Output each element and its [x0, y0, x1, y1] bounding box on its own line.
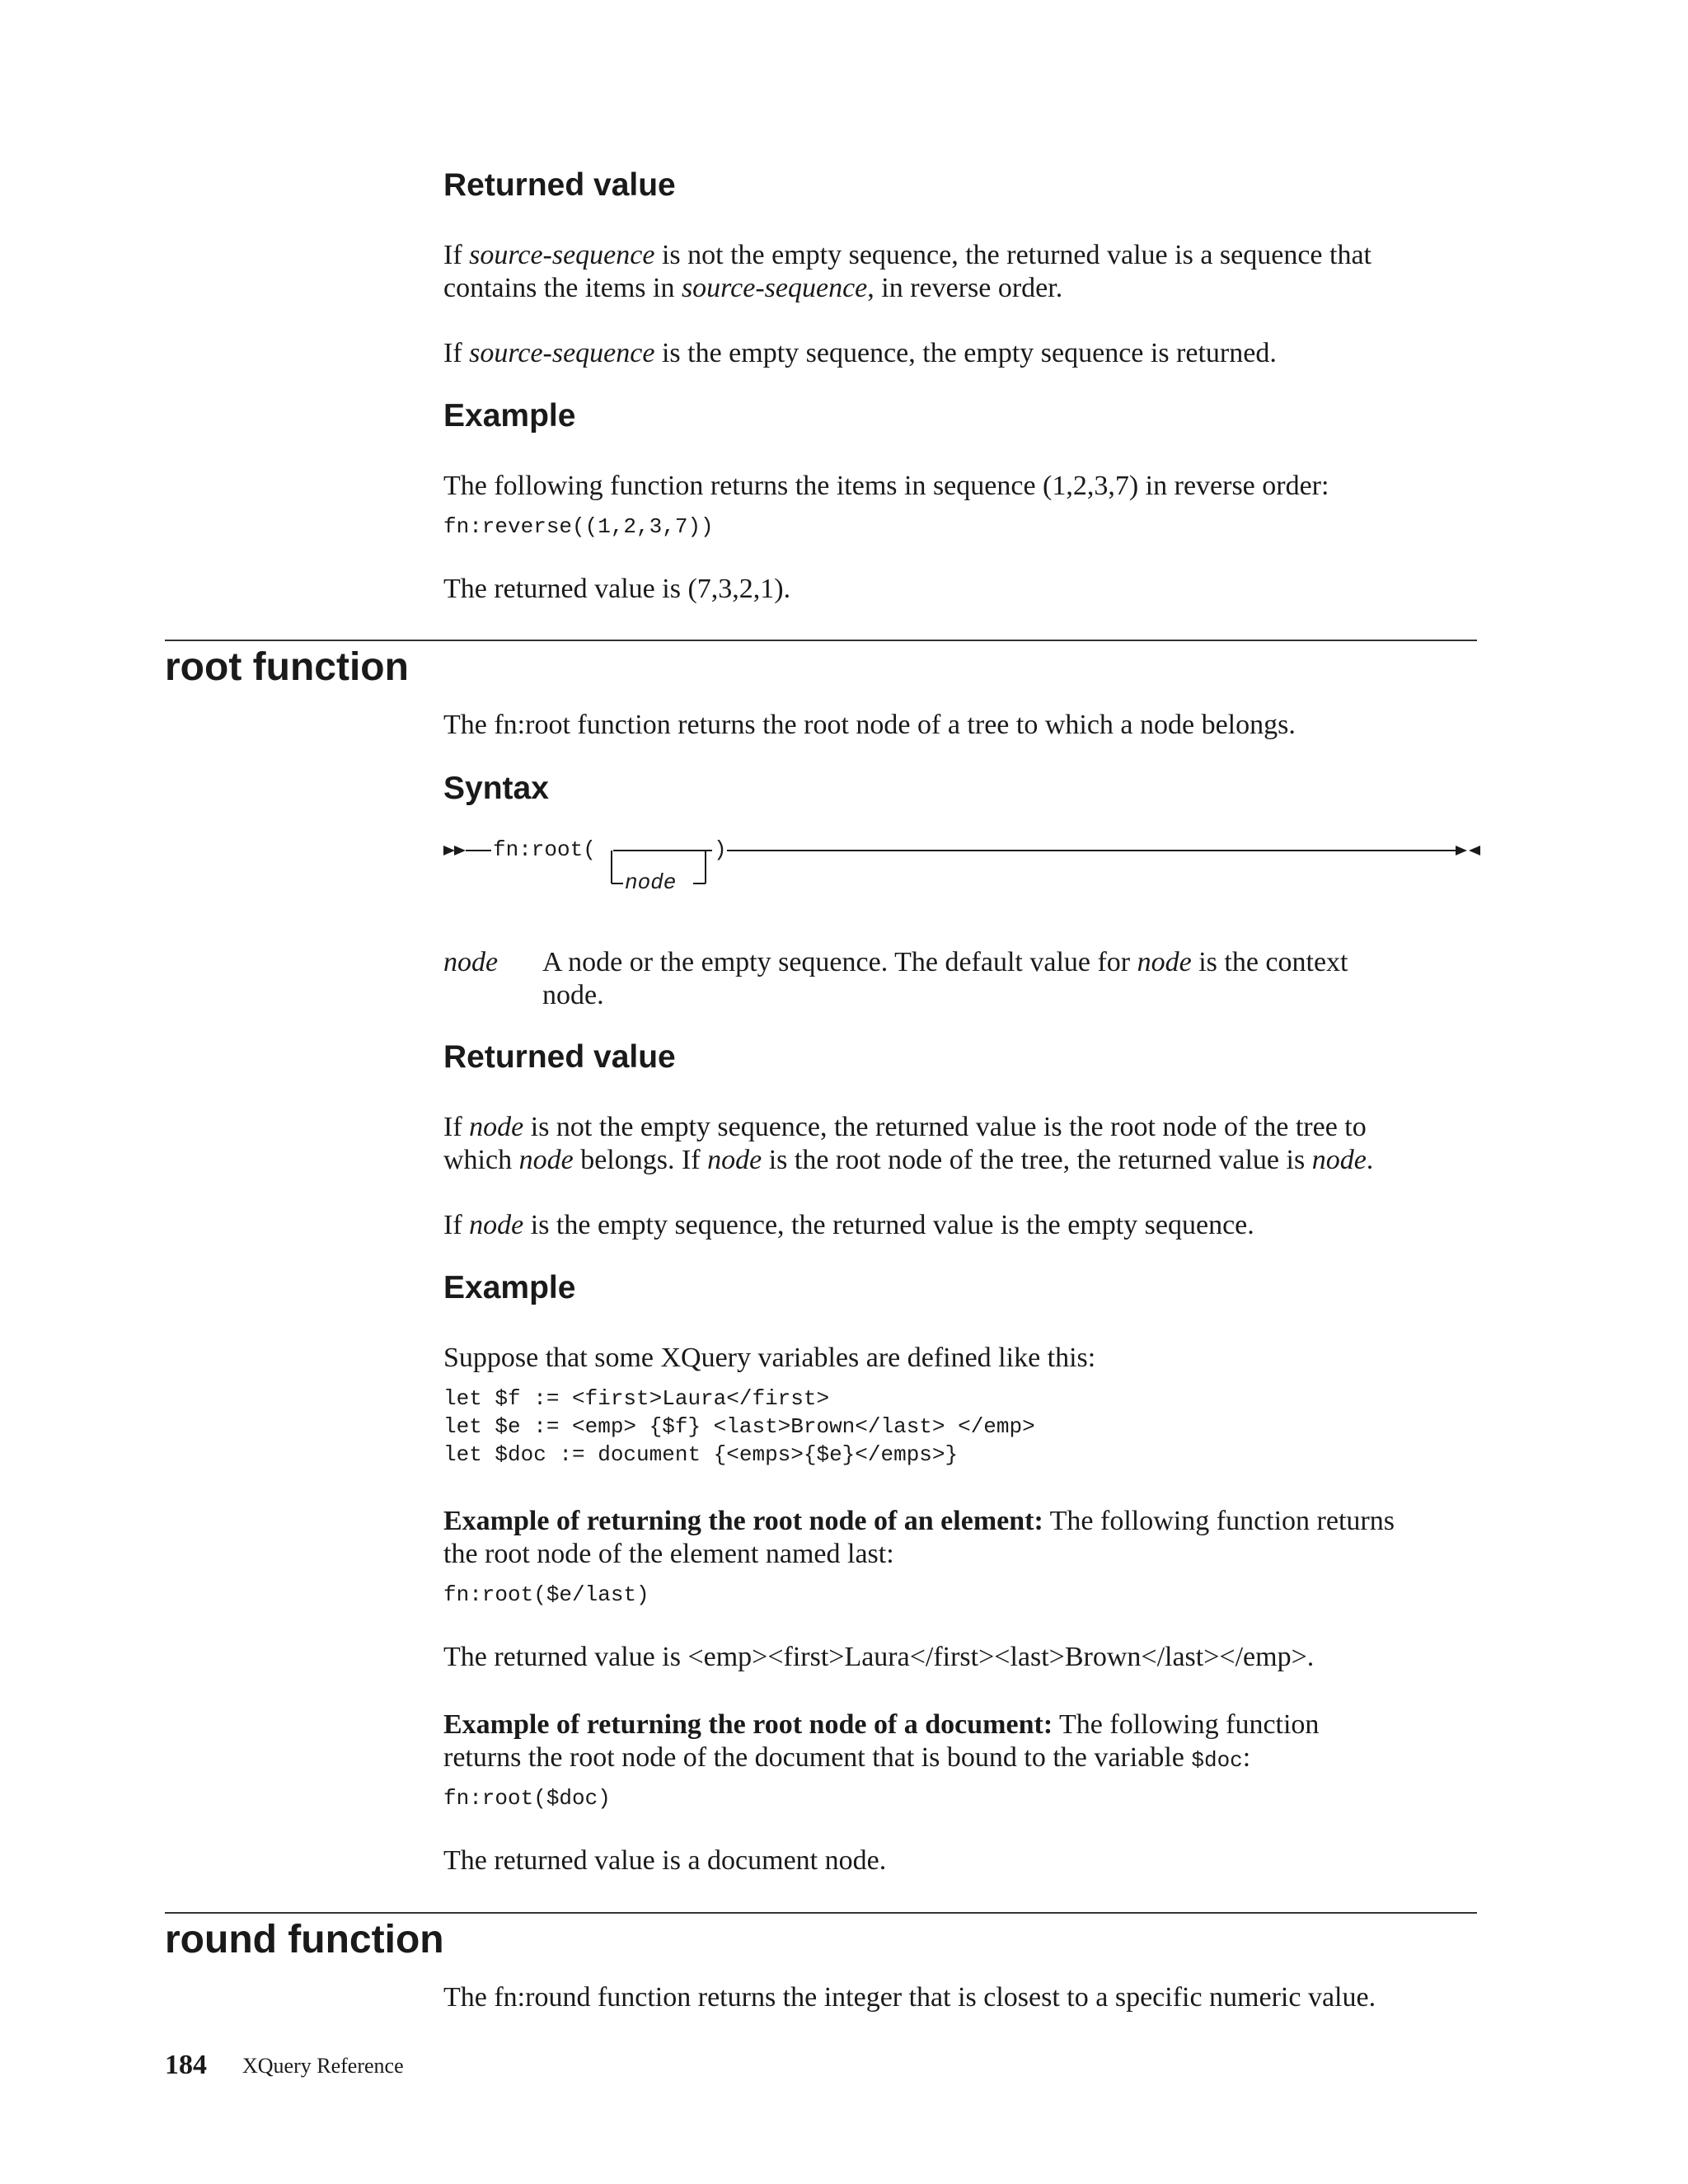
- syntax-diagram-lines: [443, 839, 1484, 905]
- paragraph-line: which node belongs. If node is the root node of the tree, the returned value is node.: [443, 1145, 1374, 1175]
- book-title: XQuery Reference: [242, 2054, 404, 2078]
- paragraph-line: contains the items in source-sequence, in reverse order.: [443, 273, 1063, 303]
- paragraph-line: Example of returning the root node of an element: The following function returns: [443, 1506, 1395, 1536]
- parameter-description: node.: [542, 980, 604, 1010]
- page-number: 184: [165, 2050, 207, 2080]
- code-example: fn:root($doc): [443, 1786, 611, 1811]
- paragraph-line: Suppose that some XQuery variables are defined like this:: [443, 1343, 1096, 1373]
- parameter-name: node: [443, 947, 499, 977]
- paragraph-line: The fn:root function returns the root node of a tree to which a node belongs.: [443, 710, 1296, 740]
- code-line: let $e := <emp> {$f} <last>Brown</last> </emp>: [443, 1414, 1035, 1439]
- code-line: let $f := <first>Laura</first>: [443, 1386, 830, 1411]
- parameter-description: A node or the empty sequence. The default value for node is the context: [542, 947, 1348, 977]
- function-title: round function: [165, 1918, 444, 1961]
- paragraph-line: The fn:round function returns the integer that is closest to a specific numeric value.: [443, 1982, 1376, 2013]
- section-heading-example: Example: [443, 398, 576, 434]
- section-heading-example: Example: [443, 1270, 576, 1305]
- section-heading-syntax: Syntax: [443, 771, 549, 806]
- paragraph-line: The returned value is (7,3,2,1).: [443, 574, 791, 604]
- paragraph-line: Example of returning the root node of a document: The following function: [443, 1709, 1320, 1740]
- syntax-optional-arg: node: [625, 870, 677, 895]
- paragraph-line: The returned value is <emp><first>Laura</first><last>Brown</last></emp>.: [443, 1642, 1315, 1672]
- syntax-function-name: fn:root(: [493, 837, 596, 862]
- section-heading-returned-value: Returned value: [443, 167, 676, 203]
- start-arrow-icon: [454, 846, 466, 855]
- paragraph-line: If source-sequence is not the empty sequence, the returned value is a sequence that: [443, 240, 1372, 270]
- code-example: fn:root($e/last): [443, 1582, 649, 1607]
- start-arrow-icon: [443, 846, 455, 855]
- end-arrow-icon: [1456, 846, 1467, 855]
- paragraph-line: If node is not the empty sequence, the returned value is the root node of the tree to: [443, 1112, 1367, 1142]
- code-line: let $doc := document {<emps>{$e}</emps>}: [443, 1442, 959, 1467]
- function-title: root function: [165, 645, 409, 689]
- code-example: fn:reverse((1,2,3,7)): [443, 514, 714, 539]
- syntax-close-paren: ): [714, 837, 727, 862]
- end-arrow-icon: [1469, 846, 1480, 855]
- paragraph-line: the root node of the element named last:: [443, 1539, 894, 1569]
- paragraph-line: The following function returns the items in sequence (1,2,3,7) in reverse order:: [443, 471, 1329, 501]
- section-divider: [165, 640, 1477, 641]
- paragraph-line: If source-sequence is the empty sequence, the empty sequence is returned.: [443, 338, 1277, 368]
- section-divider: [165, 1912, 1477, 1914]
- paragraph-line: returns the root node of the document that is bound to the variable $doc:: [443, 1742, 1251, 1773]
- paragraph-line: The returned value is a document node.: [443, 1845, 887, 1876]
- section-heading-returned-value: Returned value: [443, 1039, 676, 1075]
- paragraph-line: If node is the empty sequence, the returned value is the empty sequence.: [443, 1210, 1254, 1240]
